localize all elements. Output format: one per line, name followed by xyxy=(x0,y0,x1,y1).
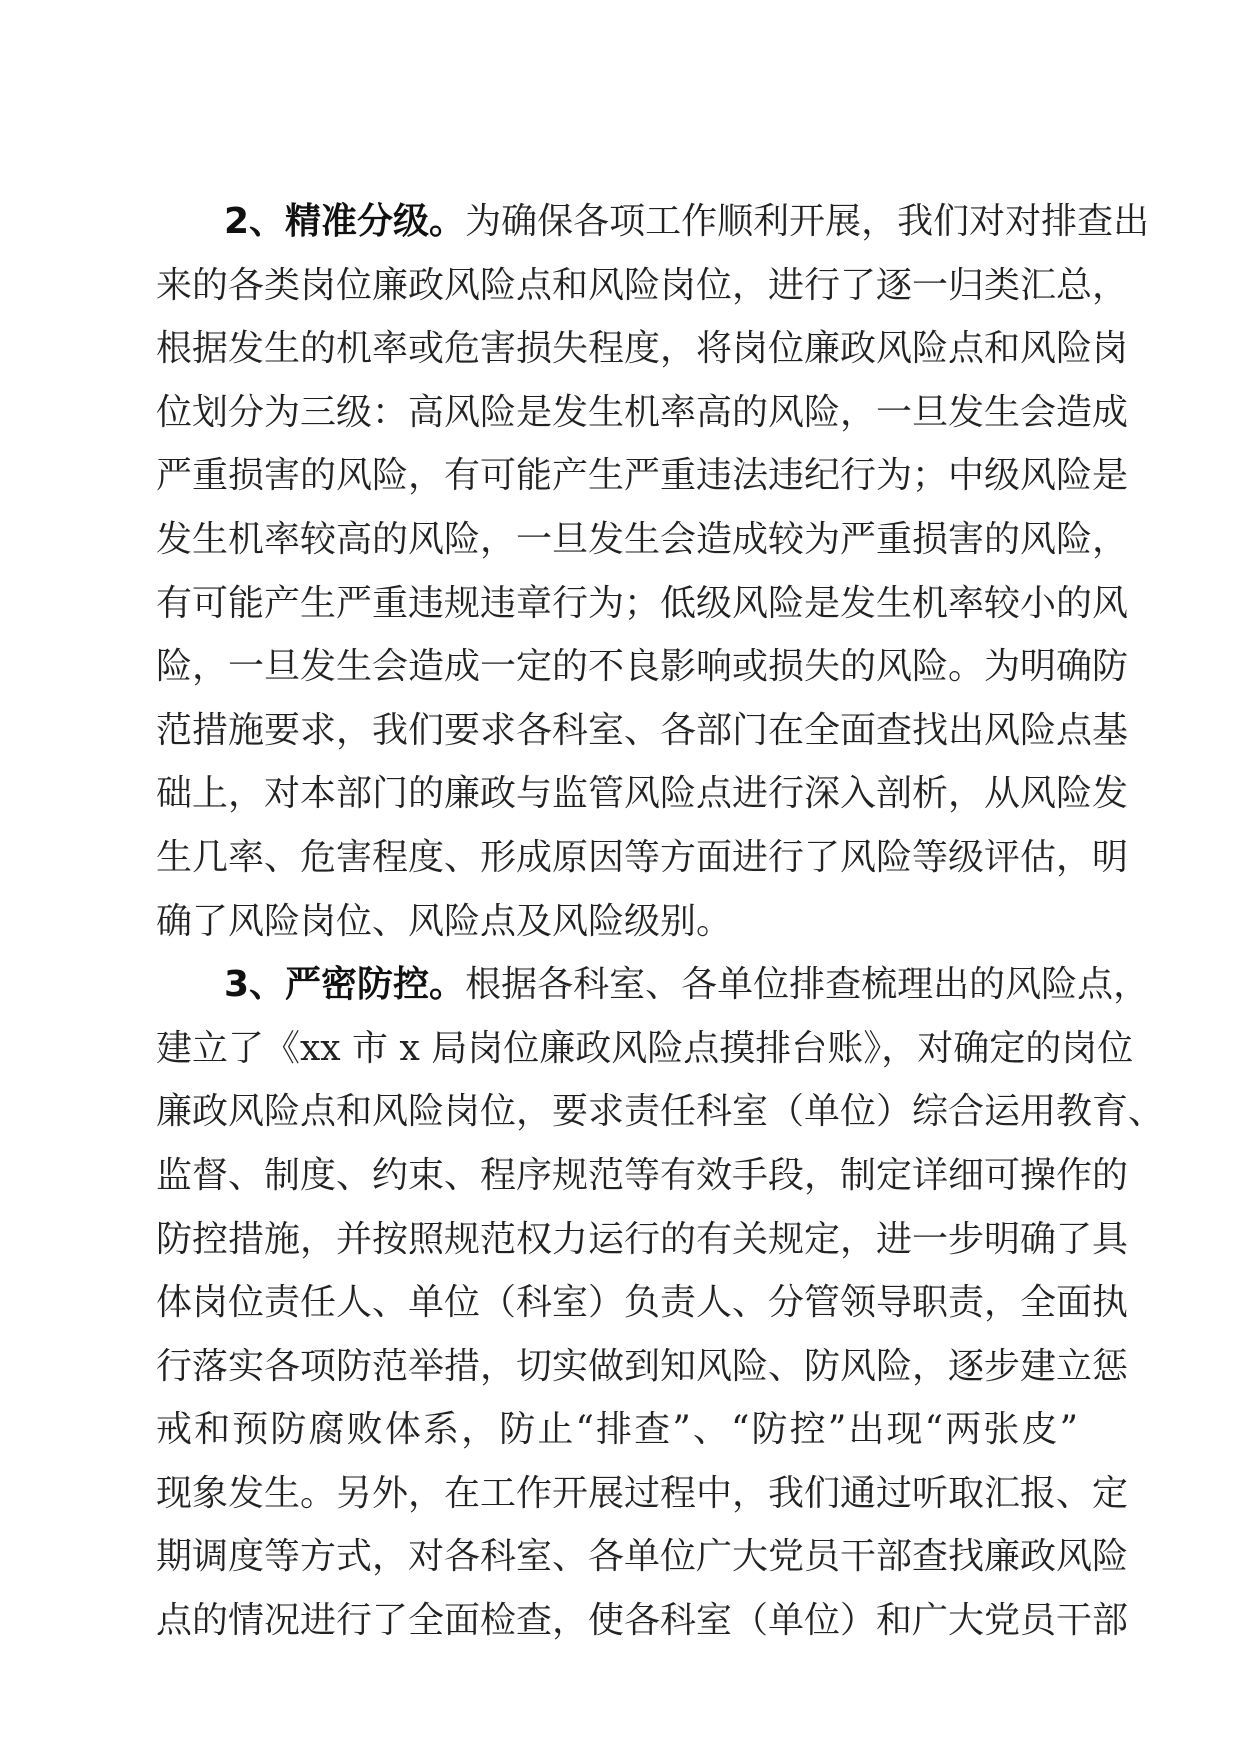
paragraph-2-line: 位划分为三级：高风险是发生机率高的风险，一旦发生会造成 xyxy=(156,391,1129,433)
paragraph-3-line-1 xyxy=(156,953,1150,1017)
paragraph-3-line: 期调度等方式，对各科室、各单位广大党员干部查找廉政风险 xyxy=(156,1536,1129,1578)
paragraph-3-line: 现象发生。另外，在工作开展过程中，我们通过听取汇报、定 xyxy=(156,1472,1129,1514)
paragraph-3-line: 行落实各项防范举措，切实做到知风险、防风险，逐步建立惩 xyxy=(156,1345,1129,1387)
paragraph-3-line: 廉政风险点和风险岗位，要求责任科室（单位）综合运用教育、 xyxy=(156,1091,1165,1133)
paragraph-2-line: 险，一旦发生会造成一定的不良影响或损失的风险。为明确防 xyxy=(156,646,1129,688)
paragraph-3-line: 戒和预防腐败体系，防止“排查”、“防控”出现“两张皮” xyxy=(156,1409,1078,1451)
paragraph-3-heading: 3、严密防控。 xyxy=(224,964,466,1006)
paragraph-2-line: 发生机率较高的风险，一旦发生会造成较为严重损害的风险， xyxy=(156,518,1129,560)
paragraph-2-line: 范措施要求，我们要求各科室、各部门在全面查找出风险点基 xyxy=(156,709,1129,751)
paragraph-2-line: 础上，对本部门的廉政与监管风险点进行深入剖析，从风险发 xyxy=(156,773,1129,815)
paragraph-3-line: 点的情况进行了全面检查，使各科室（单位）和广大党员干部 xyxy=(156,1600,1129,1642)
paragraph-2-line-last: 确了风险岗位、风险点及风险级别。 xyxy=(156,900,733,942)
paragraph-3-line: 体岗位责任人、单位（科室）负责人、分管领导职责，全面执 xyxy=(156,1282,1129,1324)
paragraph-2-line-1 xyxy=(156,190,1150,254)
body-text xyxy=(156,190,1165,1653)
paragraph-3-line: 建立了《xx 市 x 局岗位廉政风险点摸排台账》，对确定的岗位 xyxy=(156,1027,1134,1069)
paragraph-3-text: 根据各科室、各单位排查梳理出的风险点， xyxy=(465,964,1150,1006)
paragraph-2-line: 生几率、危害程度、形成原因等方面进行了风险等级评估，明 xyxy=(156,836,1129,878)
paragraph-2-heading: 2、精准分级。 xyxy=(224,201,466,242)
paragraph-3-line: 监督、制度、约束、程序规范等有效手段，制定详细可操作的 xyxy=(156,1154,1129,1196)
paragraph-2-line: 根据发生的机率或危害损失程度，将岗位廉政风险点和风险岗 xyxy=(156,328,1129,370)
paragraph-2-text: 为确保各项工作顺利开展，我们对对排查出 xyxy=(465,201,1150,242)
paragraph-2-line: 严重损害的风险，有可能产生严重违法违纪行为；中级风险是 xyxy=(156,455,1129,497)
paragraph-2-line: 来的各类岗位廉政风险点和风险岗位，进行了逐一归类汇总， xyxy=(156,264,1129,306)
paragraph-2-line: 有可能产生严重违规违章行为；低级风险是发生机率较小的风 xyxy=(156,582,1129,624)
paragraph-3-line: 防控措施，并按照规范权力运行的有关规定，进一步明确了具 xyxy=(156,1218,1129,1260)
